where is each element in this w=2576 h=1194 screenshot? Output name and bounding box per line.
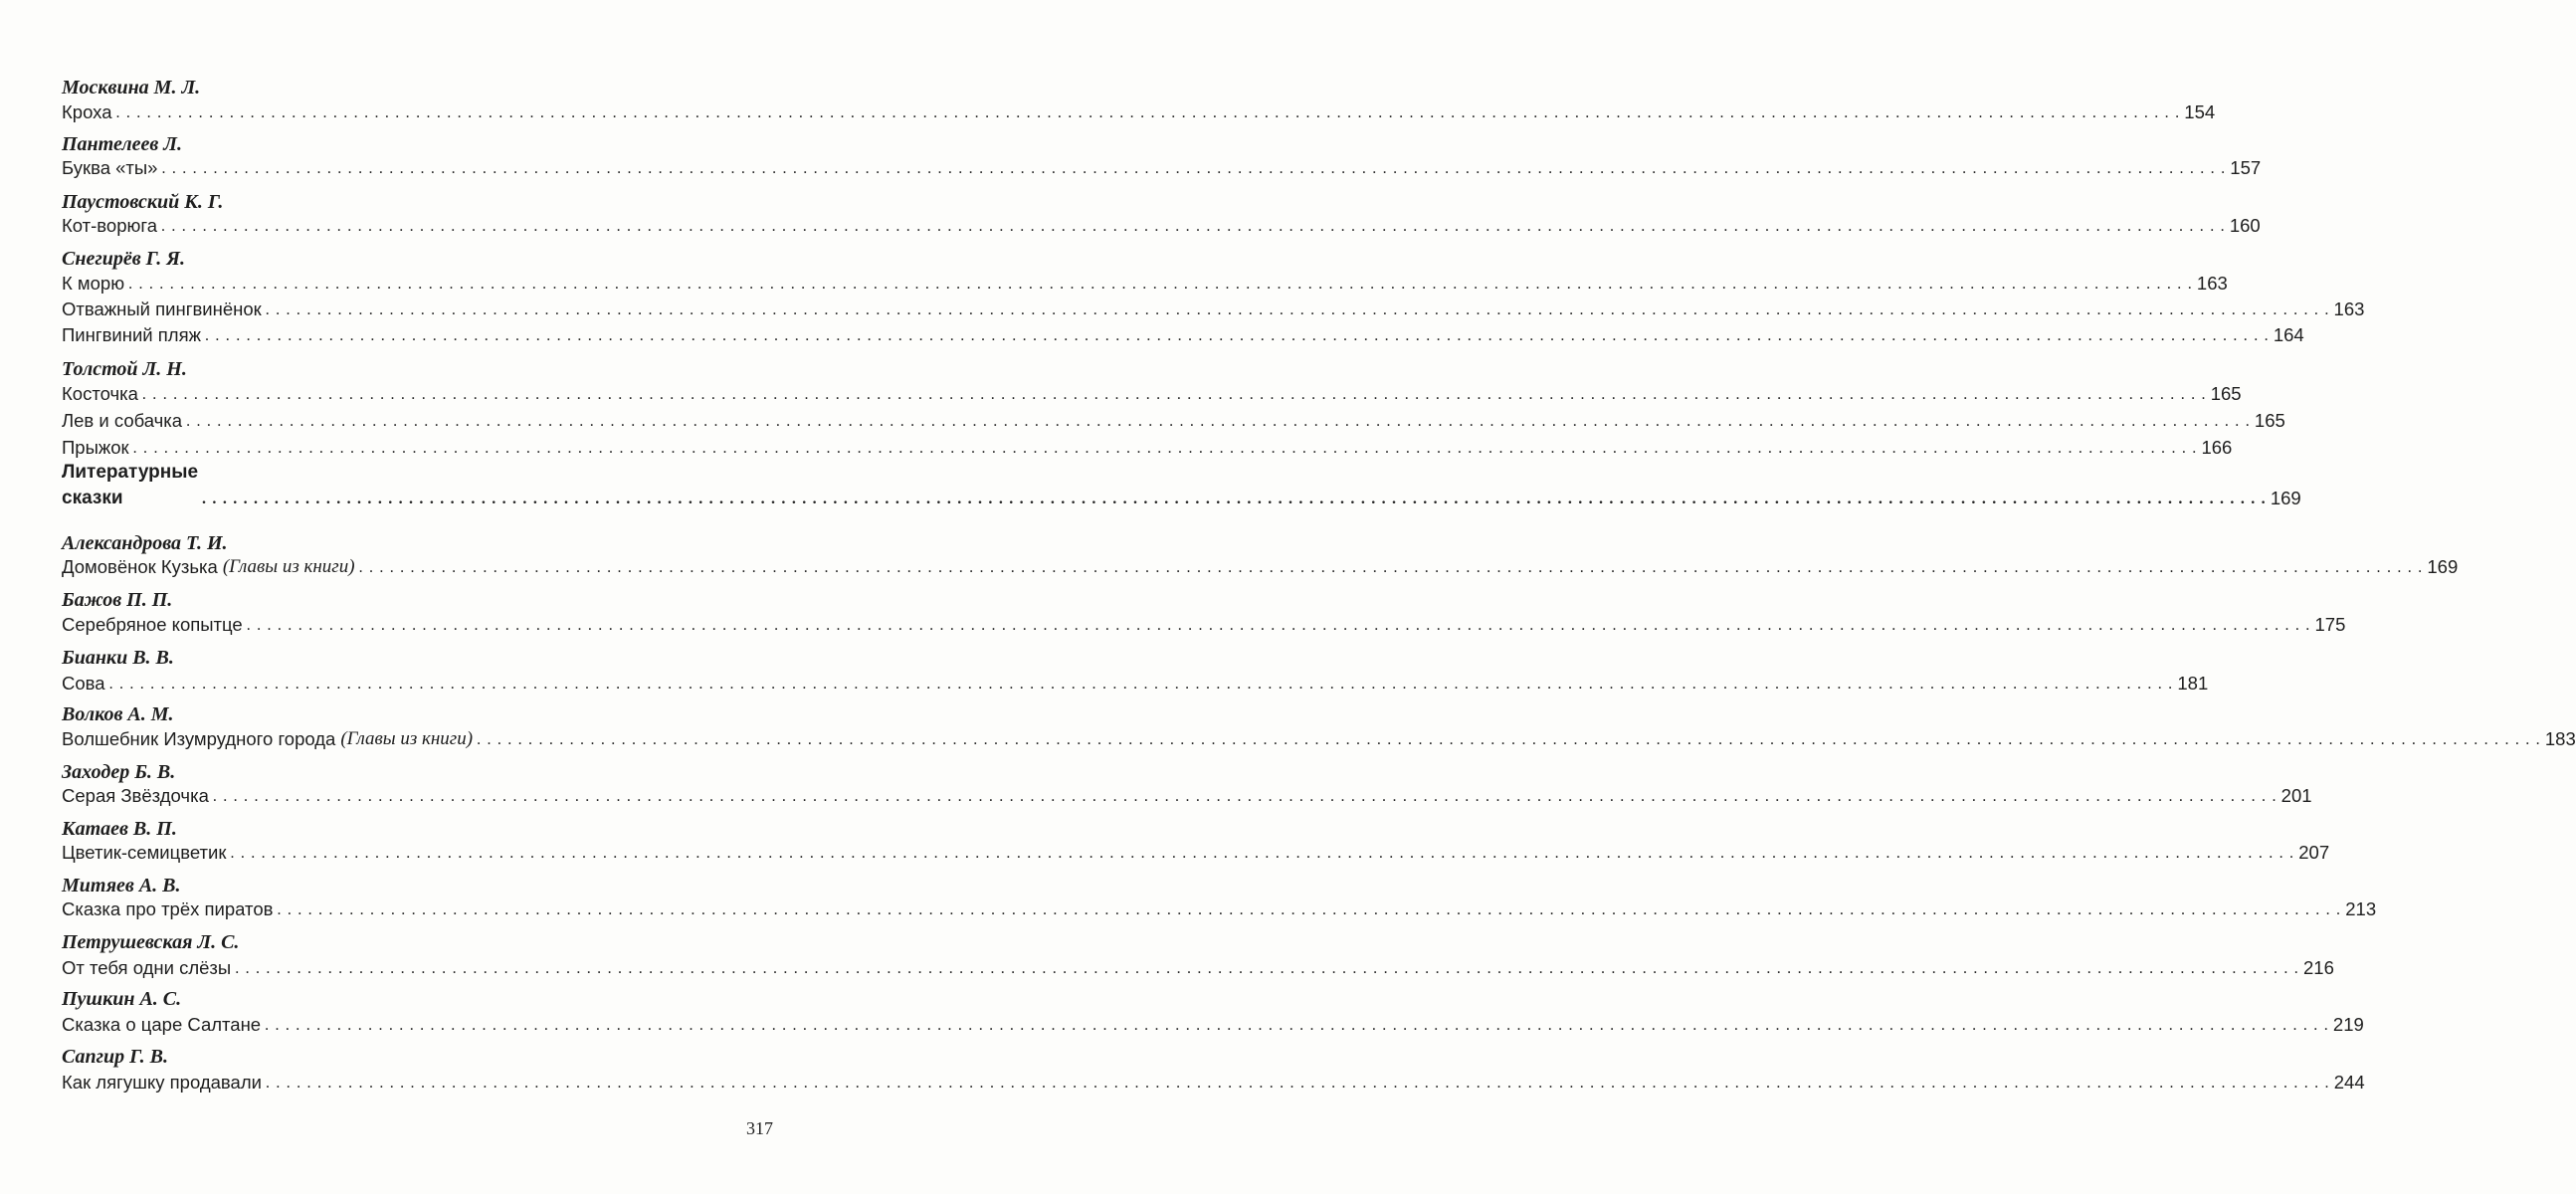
entry-page: 163	[2196, 273, 2228, 294]
toc-entry	[62, 783, 2312, 809]
dot-leader: . . . . . . . . . . . . . . . . . . . . . . . . . . . . . . . . . . . . . . . . . . . . . . . . . . . . . . . . . . . . . . . . . . . . . . . . . . . . . . . . . . . . . . . . . . . . . . . . . . . . . . . . . . . . . . . . . . . . . . . . . . . . . . . . . . . . . . . . . . . . . . . . . . . . . . . . . . . . . . . . . . . . . . . . . . . . . . . . . . . . . . . . . . . . . . . . . . . . . . . .	[212, 788, 2278, 805]
author-name: Катаев В. П.	[62, 818, 177, 840]
entry-page: 154	[2184, 101, 2216, 122]
toc-entry	[62, 408, 2285, 434]
toc-entry	[62, 612, 2346, 638]
author-name: Москвина М. Л.	[62, 77, 201, 99]
entry-page: 157	[2230, 157, 2262, 178]
entry-title: Отважный пингвинёнок	[62, 298, 262, 319]
entry-note: (Главы из книги)	[340, 728, 474, 749]
entry-page: 164	[2273, 324, 2304, 345]
entry-title: Пингвиний пляж	[62, 324, 201, 345]
author-name: Снегирёв Г. Я.	[62, 248, 185, 270]
entry-page: 160	[2229, 215, 2261, 236]
toc-entry	[62, 100, 2216, 125]
dot-leader: . . . . . . . . . . . . . . . . . . . . . . . . . . . . . . . . . . . . . . . . . . . . . . . . . . . . . . . . . . . . . . . . . . . . . . . . . . . . . . . . . . . . . . . . . . . . . . . . . . . . . . . . . . . . . . . . . . . . . . . . . . . . . . . . . . . . . . . . . . . . . . . . . . . . . . . . . . . . . . . . . . . . . . . . . . . . . . . . . . . . . . . . . . . . . . . . . . . . . . . .	[277, 901, 2342, 918]
entry-title: Косточка	[62, 383, 138, 404]
author-name: Волков А. М.	[62, 703, 174, 725]
entry-page: 175	[2314, 614, 2346, 635]
entry-page: 216	[2303, 957, 2334, 978]
author-name: Митяев А. В.	[62, 875, 181, 896]
author-name: Пантелеев Л.	[62, 133, 183, 155]
dot-leader: . . . . . . . . . . . . . . . . . . . . . . . . . . . . . . . . . . . . . . . . . . . . . . . . . . . . . . . . . . . . . . . . . . . . . . . . . . . . . . . . . . . . . . . . . . . . . . . . . . . . . . . . . . . . . . . . . . . . . . . . . . . . . . . . . . . . . . . . . . . . . . . . . . . . . . . . . . . . . . . . . . . . . . . . . . . . . . . . . . . . . . . . . . . . . . . . . . . . . . . .	[246, 617, 2311, 634]
entry-title: Лев и собачка	[62, 410, 183, 431]
entry-page: 201	[2280, 785, 2312, 806]
entry-title: К морю	[62, 273, 125, 294]
entry-page: 165	[2210, 383, 2242, 404]
entry-title: Сова	[62, 673, 105, 694]
toc-entry	[62, 896, 2377, 922]
dot-leader: . . . . . . . . . . . . . . . . . . . . . . . . . . . . . . . . . . . . . . . . . . . . . . . . . . . . . . . . . . . . . . . . . . . . . . . . . . . . . . . . . . . . . . . . . . . . . . . . . . . . . . . . . . . . . . . . . . . . . . . . . . . . . . . . . . . . . . . . . . . . . . . . . . . . . . . . . . . . . . . . . . . . . . . . . . . . . . . . . . . . . . . . . . . . . . . . . . . . . . . .	[108, 676, 2174, 693]
author-name: Пушкин А. С.	[62, 988, 182, 1010]
author-name: Александрова Т. И.	[62, 532, 228, 554]
page-number: 317	[746, 1118, 773, 1138]
entry-page: 169	[2427, 556, 2459, 577]
author-name: Заходер Б. В.	[62, 761, 176, 783]
entry-page: 207	[2298, 842, 2330, 863]
entry-page: 165	[2254, 410, 2285, 431]
toc-entry	[62, 322, 2304, 348]
entry-title: Домовёнок Кузька	[62, 556, 218, 577]
author-name: Бианки В. В.	[62, 647, 174, 669]
dot-leader: . . . . . . . . . . . . . . . . . . . . . . . . . . . . . . . . . . . . . . . . . . . . . . . . . . . . . . . . . . . . . . . . . . . . . . . . . . . . . . . . . . . . . . . . . . . . . . . . . . . . . . . . . . . . . . . . . . . . . . . . . . . . . . . . . . . . . . . . . . . . . . . . . . . . . . . . . . . . . . . . . . . . . . . . . . . . . . . . . . . . . . . . . . . . . . . . . . . . . . . .	[186, 413, 2251, 430]
dot-leader: . . . . . . . . . . . . . . . . . . . . . . . . . . . . . . . . . . . . . . . . . . . . . . . . . . . . . . . . . . . . . . . . . . . . . . . . . . . . . . . . . . . . . . . . . . . . . . . . . . . . . . . . . . . . . . . . . . . . . . . . . . . . . . . . . . . . . . . . . . . . . . . . . . . . . . . . . . . . . . . . . . . . . . . . . . . . . . . . . . . . . . . . . . . . . . . . . . . . . . . .	[477, 731, 2541, 748]
dot-leader: . . . . . . . . . . . . . . . . . . . . . . . . . . . . . . . . . . . . . . . . . . . . . . . . . . . . . . . . . . . . . . . . . . . . . . . . . . . . . . . . . . . . . . . . . . . . . . . . . . . . . . . . . . . . . . . . . . . . . . . . . . . . . . . . . . . . . . . . . . . . . . . . . . . . . . . . . . . . . . . . . . . . . . . . . . . . . . . . . . . . . . . . . . . . . . . . . . . . . . . .	[230, 845, 2295, 862]
entry-title: Буква «ты»	[62, 157, 158, 178]
dot-leader: . . . . . . . . . . . . . . . . . . . . . . . . . . . . . . . . . . . . . . . . . . . . . . . . . . . . . . . . . . . . . . . . . . . . . . . . . . . . . . . . . . . . . . . . . . . . . . . . . . . . . . . . . . . . . . . . . . . . . . . . . . . . . . . . . . . . . . . . . . . . . . . . . . . . . . . . . . . . . . . . . . . . . . . . . . . . . . . . . . . . . . . . . . . . . . . . . . . . . . . .	[202, 491, 2267, 507]
dot-leader: . . . . . . . . . . . . . . . . . . . . . . . . . . . . . . . . . . . . . . . . . . . . . . . . . . . . . . . . . . . . . . . . . . . . . . . . . . . . . . . . . . . . . . . . . . . . . . . . . . . . . . . . . . . . . . . . . . . . . . . . . . . . . . . . . . . . . . . . . . . . . . . . . . . . . . . . . . . . . . . . . . . . . . . . . . . . . . . . . . . . . . . . . . . . . . . . . . . . . . . .	[141, 386, 2207, 403]
dot-leader: . . . . . . . . . . . . . . . . . . . . . . . . . . . . . . . . . . . . . . . . . . . . . . . . . . . . . . . . . . . . . . . . . . . . . . . . . . . . . . . . . . . . . . . . . . . . . . . . . . . . . . . . . . . . . . . . . . . . . . . . . . . . . . . . . . . . . . . . . . . . . . . . . . . . . . . . . . . . . . . . . . . . . . . . . . . . . . . . . . . . . . . . . . . . . . . . . . . . . . . .	[265, 301, 2330, 318]
toc-entry	[62, 381, 2242, 407]
toc-entry	[62, 297, 2365, 322]
entry-title: Кроха	[62, 101, 112, 122]
entry-page: 163	[2333, 298, 2365, 319]
entry-page: 181	[2177, 673, 2209, 694]
entry-title: Серая Звёздочка	[62, 785, 209, 806]
entry-title: Серебряное копытце	[62, 614, 243, 635]
dot-leader: . . . . . . . . . . . . . . . . . . . . . . . . . . . . . . . . . . . . . . . . . . . . . . . . . . . . . . . . . . . . . . . . . . . . . . . . . . . . . . . . . . . . . . . . . . . . . . . . . . . . . . . . . . . . . . . . . . . . . . . . . . . . . . . . . . . . . . . . . . . . . . . . . . . . . . . . . . . . . . . . . . . . . . . . . . . . . . . . . . . . . . . . . . . . . . . . . . . . . . . .	[161, 160, 2227, 177]
dot-leader: . . . . . . . . . . . . . . . . . . . . . . . . . . . . . . . . . . . . . . . . . . . . . . . . . . . . . . . . . . . . . . . . . . . . . . . . . . . . . . . . . . . . . . . . . . . . . . . . . . . . . . . . . . . . . . . . . . . . . . . . . . . . . . . . . . . . . . . . . . . . . . . . . . . . . . . . . . . . . . . . . . . . . . . . . . . . . . . . . . . . . . . . . . . . . . . . . . . . . . . .	[128, 276, 2193, 293]
entry-title: Кот-ворюга	[62, 215, 157, 236]
author-name: Бажов П. П.	[62, 589, 173, 611]
toc-entry	[62, 435, 2233, 461]
entry-title: Как лягушку продавали	[62, 1072, 262, 1093]
dot-leader: . . . . . . . . . . . . . . . . . . . . . . . . . . . . . . . . . . . . . . . . . . . . . . . . . . . . . . . . . . . . . . . . . . . . . . . . . . . . . . . . . . . . . . . . . . . . . . . . . . . . . . . . . . . . . . . . . . . . . . . . . . . . . . . . . . . . . . . . . . . . . . . . . . . . . . . . . . . . . . . . . . . . . . . . . . . . . . . . . . . . . . . . . . . . . . . . . . . . . . . .	[205, 327, 2270, 344]
author-name: Паустовский К. Г.	[62, 191, 224, 213]
entry-title: Цветик-семицветик	[62, 842, 227, 863]
entry-page: 166	[2201, 437, 2233, 458]
entry-title: Литературные сказки	[62, 462, 199, 508]
entry-page: 169	[2270, 488, 2301, 508]
entry-title: От тебя одни слёзы	[62, 957, 232, 978]
entry-title: Прыжок	[62, 437, 129, 458]
toc-entry	[62, 155, 2262, 181]
dot-leader: . . . . . . . . . . . . . . . . . . . . . . . . . . . . . . . . . . . . . . . . . . . . . . . . . . . . . . . . . . . . . . . . . . . . . . . . . . . . . . . . . . . . . . . . . . . . . . . . . . . . . . . . . . . . . . . . . . . . . . . . . . . . . . . . . . . . . . . . . . . . . . . . . . . . . . . . . . . . . . . . . . . . . . . . . . . . . . . . . . . . . . . . . . . . . . . . . . . . . . . .	[265, 1017, 2329, 1034]
dot-leader: . . . . . . . . . . . . . . . . . . . . . . . . . . . . . . . . . . . . . . . . . . . . . . . . . . . . . . . . . . . . . . . . . . . . . . . . . . . . . . . . . . . . . . . . . . . . . . . . . . . . . . . . . . . . . . . . . . . . . . . . . . . . . . . . . . . . . . . . . . . . . . . . . . . . . . . . . . . . . . . . . . . . . . . . . . . . . . . . . . . . . . . . . . . . . . . . . . . . . . . .	[235, 960, 2299, 977]
entry-page: 183	[2544, 728, 2576, 749]
dot-leader: . . . . . . . . . . . . . . . . . . . . . . . . . . . . . . . . . . . . . . . . . . . . . . . . . . . . . . . . . . . . . . . . . . . . . . . . . . . . . . . . . . . . . . . . . . . . . . . . . . . . . . . . . . . . . . . . . . . . . . . . . . . . . . . . . . . . . . . . . . . . . . . . . . . . . . . . . . . . . . . . . . . . . . . . . . . . . . . . . . . . . . . . . . . . . . . . . . . . . . . .	[115, 104, 2181, 121]
entry-page: 244	[2333, 1072, 2365, 1093]
author-name: Сапгир Г. В.	[62, 1046, 169, 1068]
toc-entry	[62, 554, 2459, 580]
dot-leader: . . . . . . . . . . . . . . . . . . . . . . . . . . . . . . . . . . . . . . . . . . . . . . . . . . . . . . . . . . . . . . . . . . . . . . . . . . . . . . . . . . . . . . . . . . . . . . . . . . . . . . . . . . . . . . . . . . . . . . . . . . . . . . . . . . . . . . . . . . . . . . . . . . . . . . . . . . . . . . . . . . . . . . . . . . . . . . . . . . . . . . . . . . . . . . . . . . . . . . . .	[265, 1075, 2330, 1092]
section-heading	[62, 462, 2301, 511]
entry-page: 219	[2332, 1014, 2364, 1035]
toc-entry	[62, 1070, 2365, 1095]
author-name: Петрушевская Л. С.	[62, 931, 240, 953]
entry-title: Сказка про трёх пиратов	[62, 898, 274, 919]
dot-leader: . . . . . . . . . . . . . . . . . . . . . . . . . . . . . . . . . . . . . . . . . . . . . . . . . . . . . . . . . . . . . . . . . . . . . . . . . . . . . . . . . . . . . . . . . . . . . . . . . . . . . . . . . . . . . . . . . . . . . . . . . . . . . . . . . . . . . . . . . . . . . . . . . . . . . . . . . . . . . . . . . . . . . . . . . . . . . . . . . . . . . . . . . . . . . . . . . . . . . . . .	[132, 440, 2198, 457]
dot-leader: . . . . . . . . . . . . . . . . . . . . . . . . . . . . . . . . . . . . . . . . . . . . . . . . . . . . . . . . . . . . . . . . . . . . . . . . . . . . . . . . . . . . . . . . . . . . . . . . . . . . . . . . . . . . . . . . . . . . . . . . . . . . . . . . . . . . . . . . . . . . . . . . . . . . . . . . . . . . . . . . . . . . . . . . . . . . . . . . . . . . . . . . . . . . . . . . . . . . . . . .	[358, 559, 2424, 576]
toc-entry	[62, 726, 2576, 752]
toc-entry	[62, 271, 2228, 297]
toc-entry	[62, 213, 2261, 239]
entry-title: Сказка о царе Салтане	[62, 1014, 262, 1035]
toc-entry	[62, 671, 2209, 696]
dot-leader: . . . . . . . . . . . . . . . . . . . . . . . . . . . . . . . . . . . . . . . . . . . . . . . . . . . . . . . . . . . . . . . . . . . . . . . . . . . . . . . . . . . . . . . . . . . . . . . . . . . . . . . . . . . . . . . . . . . . . . . . . . . . . . . . . . . . . . . . . . . . . . . . . . . . . . . . . . . . . . . . . . . . . . . . . . . . . . . . . . . . . . . . . . . . . . . . . . . . . . . .	[161, 218, 2226, 235]
toc-entry	[62, 1012, 2364, 1038]
entry-title: Волшебник Изумрудного города	[62, 728, 336, 749]
toc-entry	[62, 955, 2334, 981]
author-name: Толстой Л. Н.	[62, 358, 187, 380]
entry-page: 213	[2345, 898, 2377, 919]
toc-entry	[62, 840, 2330, 866]
entry-note: (Главы из книги)	[222, 556, 355, 577]
